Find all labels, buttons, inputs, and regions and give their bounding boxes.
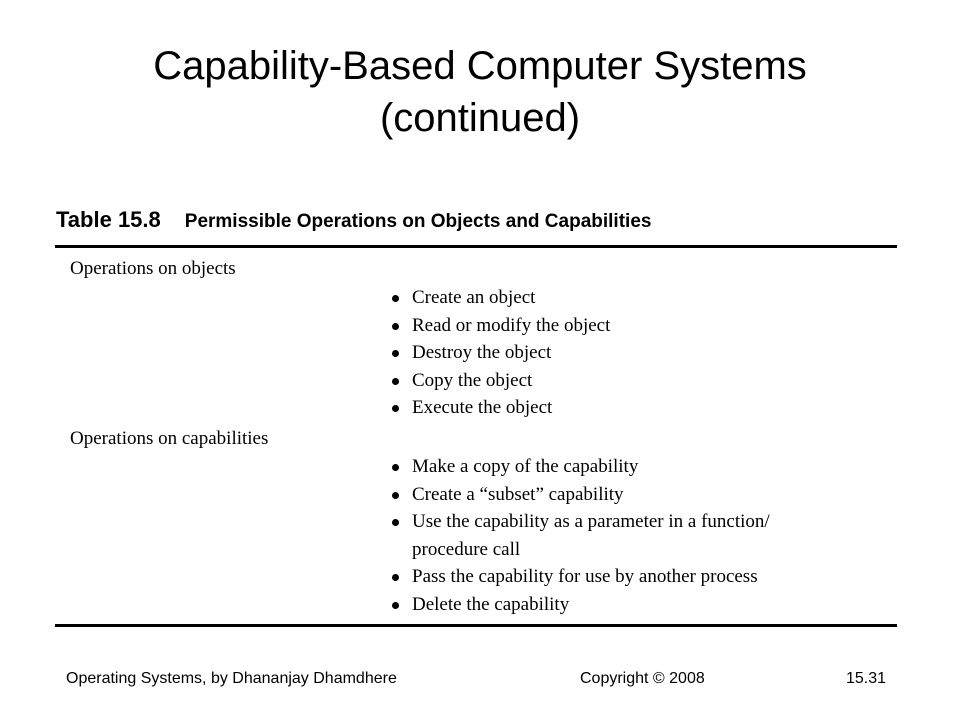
table-number: Table 15.8: [56, 207, 161, 232]
list-item: [388, 481, 770, 509]
bullet-icon: [392, 492, 399, 499]
slide-title-line-1: Capability-Based Computer Systems: [153, 44, 807, 88]
bullet-icon: [392, 378, 399, 385]
list-item-text: Read or modify the object: [412, 314, 611, 336]
list-item: [388, 508, 770, 563]
table-caption: [56, 207, 651, 233]
footer-copyright: Copyright © 2008: [580, 670, 705, 687]
list-item: [388, 563, 770, 591]
list-item: [388, 367, 610, 395]
table-top-rule: [55, 245, 897, 248]
list-item: [388, 591, 770, 619]
list-item-text: Pass the capability for use by another process: [412, 566, 758, 587]
slide-title-line-2: (continued): [379, 96, 581, 140]
list-item-text: Create an object: [412, 287, 536, 308]
list-item-text: Destroy the object: [412, 342, 552, 363]
bullet-icon: [392, 602, 399, 609]
list-item-text: Make a copy of the capability: [412, 456, 639, 477]
list-item: [388, 453, 770, 481]
list-item-text: Execute the object: [412, 397, 553, 418]
list-item: [388, 394, 610, 422]
slide-title: [0, 40, 960, 144]
list-item-text: Use the capability as a parameter in a function/: [412, 511, 770, 532]
list-item: [388, 284, 610, 312]
list-item-text: procedure call: [412, 538, 521, 560]
list-item-text: Copy the object: [412, 369, 533, 391]
table-bottom-rule: [55, 624, 897, 627]
list-item: [388, 339, 610, 367]
bullet-icon: [392, 295, 399, 302]
bullet-icon: [392, 519, 399, 526]
footer-author: Operating Systems, by Dhananjay Dhamdhere: [66, 670, 397, 687]
bullet-icon: [392, 405, 399, 412]
capabilities-operations-list: [388, 453, 770, 618]
objects-operations-list: [388, 284, 610, 422]
bullet-icon: [392, 574, 399, 581]
table-title: Permissible Operations on Objects and Capabilities: [184, 211, 652, 232]
section-label-objects: Operations on objects: [70, 258, 236, 279]
bullet-icon: [392, 323, 399, 330]
bullet-icon: [392, 350, 399, 357]
footer-slide-number: 15.31: [846, 670, 887, 687]
bullet-icon: [392, 464, 399, 471]
list-item-text: Create a “subset” capability: [412, 483, 624, 505]
list-item: [388, 312, 610, 340]
list-item-text: Delete the capability: [412, 593, 570, 615]
section-label-capabilities: Operations on capabilities: [70, 428, 269, 449]
